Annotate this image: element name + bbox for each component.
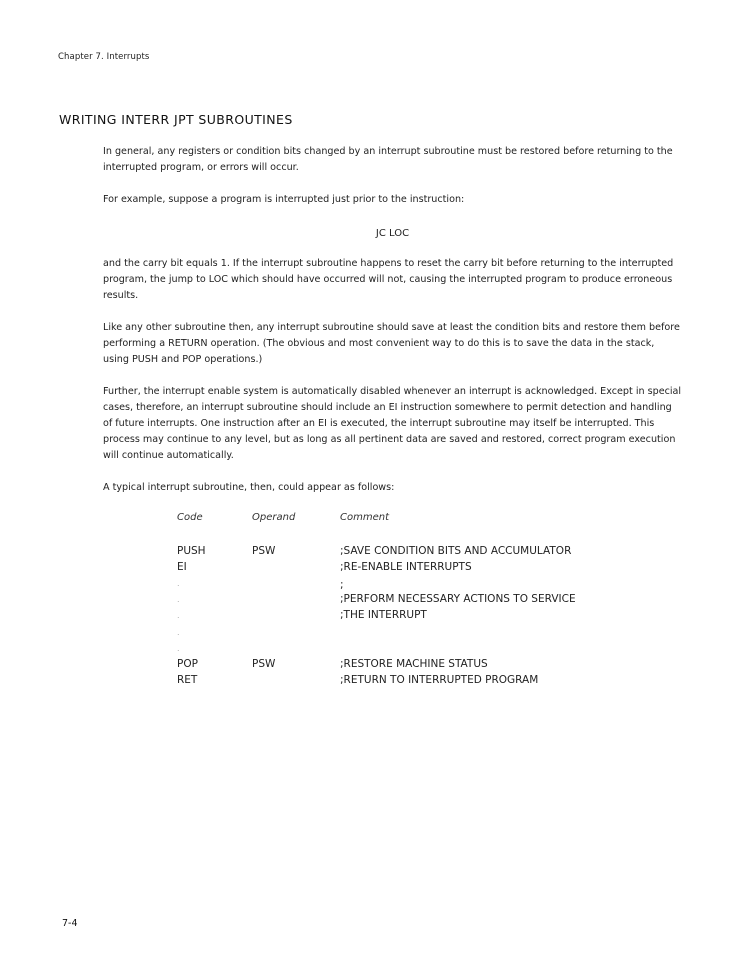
paragraph-1: In general, any registers or condition bits changed by an interrupt subroutine must be restored before returning to the interrupted program, or errors will occur. — [103, 146, 673, 173]
listing-comment: ; — [340, 579, 344, 591]
listing-header-comment: Comment — [340, 512, 389, 523]
paragraph-5: Further, the interrupt enable system is automatically disabled whenever an interrupt is acknowledged. Except in special cases, therefore, an interrupt subroutine should include an EI instruction somewhere to permit detection and handling of future interrupts. One instruction after an EI is executed, the interrupt subroutine may itself be interrupted. This process may continue to any level, but as long as all pertinent data are saved and restored, correct program execution will continue automatically. — [103, 386, 682, 461]
listing-code: . — [177, 595, 180, 604]
listing-code: . — [177, 628, 180, 637]
listing-comment: ;THE INTERRUPT — [340, 609, 427, 621]
paragraph-2: For example, suppose a program is interrupted just prior to the instruction: — [103, 194, 465, 205]
listing-operand: PSW — [252, 545, 276, 557]
listing-code: POP — [177, 658, 198, 670]
listing-operand: PSW — [252, 658, 276, 670]
section-title: WRITING INTERR JPT SUBROUTINES — [59, 112, 293, 127]
listing-header-operand: Operand — [252, 512, 296, 523]
listing-code: . — [177, 644, 180, 653]
listing-code: EI — [177, 561, 187, 573]
listing-comment: ;RE-ENABLE INTERRUPTS — [340, 561, 472, 573]
paragraph-6: A typical interrupt subroutine, then, could appear as follows: — [103, 482, 395, 493]
listing-comment: ;SAVE CONDITION BITS AND ACCUMULATOR — [340, 545, 572, 557]
listing-code: PUSH — [177, 545, 206, 557]
listing-comment: ;PERFORM NECESSARY ACTIONS TO SERVICE — [340, 593, 576, 605]
listing-header-code: Code — [177, 512, 203, 523]
listing-comment: ;RETURN TO INTERRUPTED PROGRAM — [340, 674, 539, 686]
page-number: 7-4 — [62, 918, 78, 929]
running-head: Chapter 7. Interrupts — [58, 52, 150, 62]
listing-code: RET — [177, 674, 198, 686]
paragraph-4: Like any other subroutine then, any interrupt subroutine should save at least the condition bits and restore them before performing a RETURN operation. (The obvious and most convenient way to do this is to save the data in the stack, using PUSH and POP operations.) — [103, 322, 680, 365]
example-instruction: JC LOC — [375, 228, 410, 239]
listing-comment: ;RESTORE MACHINE STATUS — [340, 658, 488, 670]
listing-code: . — [177, 611, 180, 620]
paragraph-3: and the carry bit equals 1. If the interrupt subroutine happens to reset the carry bit before returning to the interrupted program, the jump to LOC which should have occurred will not, causing the interrupted program to produce erroneous results. — [103, 258, 674, 301]
listing-code: . — [177, 579, 180, 588]
